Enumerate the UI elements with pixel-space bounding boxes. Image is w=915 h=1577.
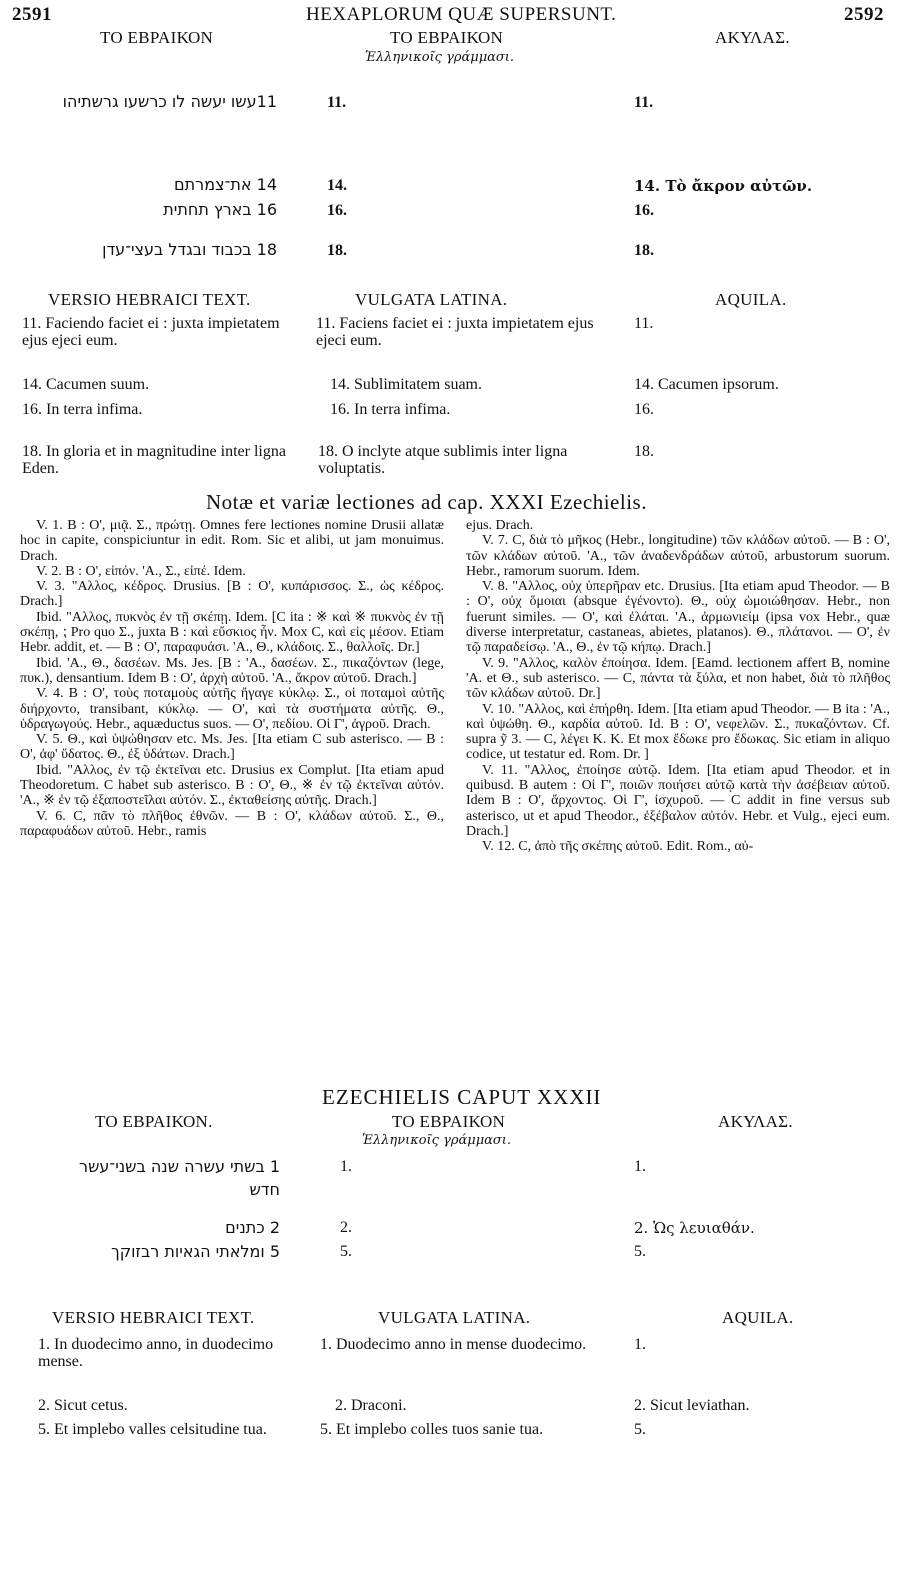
notes-column-right xyxy=(466,518,890,855)
note-paragraph: V. 7. C, διὰ τὸ μῆκος (Hebr., longitudine) τῶν κλάδων αὐτοῦ. — B : Ο', τῶν κλάδων αὐτοῦ. 'Α., τῶν ἀναδενδράδων αὐτοῦ, arbustorum suorum. Hebr., ramorum suorum. Idem. xyxy=(466,533,890,579)
col-header-hebrew: ΤΟ ΕΒΡΑΙΚΟΝ. xyxy=(95,1112,213,1131)
col-header-versio: VERSIO HEBRAICI TEXT. xyxy=(48,290,251,309)
note-paragraph: Ibid. "Αλλος, ἐν τῷ ἐκτεῖναι etc. Drusius ex Complut. [Ita etiam apud Theodoretum. C habet sub asterisco. B : Ο', Θ., ※ ἐν τῷ ἐκτεῖναι αὐτόν. 'Α., ※ ἐν τῷ ἐξαποστεῖλαι αὐτόν. Σ., ἐκταθείσης αὐτῆς. Drach.] xyxy=(20,762,444,809)
hebrew-verse-continuation: חדש xyxy=(249,1180,280,1199)
col-header-hebrew: ΤΟ ΕΒΡΑΙΚΟΝ xyxy=(100,28,214,47)
vulgata-verse: 2. Draconi. xyxy=(335,1397,407,1414)
verse-number: 16. xyxy=(327,202,347,219)
verse-number: 1. xyxy=(340,1158,352,1175)
verse-number: 1. xyxy=(634,1158,646,1175)
aquila-greek: 14. Τὸ ἄκρον αὐτῶν. xyxy=(634,177,813,195)
versio-verse: 2. Sicut cetus. xyxy=(38,1397,128,1414)
verse-number: 14. xyxy=(327,177,347,194)
vulgata-verse: 18. O inclyte atque sublimis inter ligna voluptatis. xyxy=(318,443,568,477)
versio-verse: 16. In terra infima. xyxy=(22,401,143,418)
versio-verse: 5. Et implebo valles celsitudine tua. xyxy=(38,1421,267,1438)
col-header-hebrew-greek: ΤΟ ΕΒΡΑΙΚΟΝ xyxy=(392,1112,506,1131)
note-paragraph: ejus. Drach. xyxy=(466,518,534,533)
verse-number: 2. xyxy=(340,1219,352,1236)
aquila-greek: 2. Ὡς λευιαθάν. xyxy=(634,1219,755,1237)
hebrew-verse: 16 בארץ תחתית xyxy=(163,200,277,219)
hebrew-verse: 18 בכבוד ובגדל בעצי־עדן xyxy=(102,240,277,259)
aquila-verse: 18. xyxy=(634,443,654,460)
verse-number: 18. xyxy=(327,242,347,259)
col-header-hebrew-greek: ΤΟ ΕΒΡΑΙΚΟΝ xyxy=(390,28,504,47)
verse-number: 11. xyxy=(327,94,347,111)
note-paragraph: V. 10. "Αλλος, καὶ ἐπήρθη. Idem. [Ita etiam apud Theodor. — B ita : 'Α., καὶ ὑψώθη. Θ., καρδία αὐτοῦ. Id. B : Ο', νεφελῶν. Σ., πυκαζόντων. Cf. supra ỹ 3. — C, λέγει Κ. Κ. Et mox ἔδωκε pro ἔδωκας. Sic etiam in aliquo codice, ut testatur ed. Rom. Dr. ] xyxy=(466,701,890,763)
note-paragraph: V. 2. B : Ο', εἰπόν. 'Α., Σ., εἰπέ. Idem. xyxy=(36,563,246,579)
aquila-verse: 11. xyxy=(634,315,654,332)
hebrew-verse: 14 את־צמרתם xyxy=(174,175,277,194)
note-paragraph: Ibid. "Αλλος, πυκνὸς ἐν τῇ σκέπῃ. Idem. [C ita : ※ καὶ ※ πυκνὸς ἐν τῇ σκέπῃ, ⁏ Pro quo Σ., juxta B : καὶ εὔσκιος ἦν. Mox C, καὶ εἰς μέσον. Etiam Hebr. addit, et. — B : Ο', παραφυάσι. 'Α., Θ., κλάδοις. Σ., θαλλοῖς. Dr.] xyxy=(20,609,444,656)
notes-column-left xyxy=(20,518,444,839)
col-header-aquila: ΑΚΥΛΑΣ. xyxy=(715,28,790,47)
col-subheader-greek-letters: Ἑλληνικοῖς γράμμασι. xyxy=(365,50,515,65)
note-paragraph: V. 5. Θ., καὶ ὑψώθησαν etc. Ms. Jes. [Ita etiam C sub asterisco. — B : Ο', ἀφ' ὕδατος. Θ., ἐξ ὑδάτων. Drach.] xyxy=(20,732,444,763)
vulgata-verse: 5. Et implebo colles tuos sanie tua. xyxy=(320,1421,544,1438)
hebrew-verse: 1 בשתי עשרה שנה בשני־עשר xyxy=(79,1157,280,1176)
note-paragraph: V. 12. C, ἀπὸ τῆς σκέπης αὐτοῦ. Edit. Rom., αὐ- xyxy=(482,839,754,855)
vulgata-verse: 16. In terra infima. xyxy=(330,401,451,418)
notes-title: Notæ et variæ lectiones ad cap. XXXI Ezechielis. xyxy=(206,490,647,514)
versio-verse: 18. In gloria et in magnitudine inter ligna Eden. xyxy=(22,443,286,477)
running-title: HEXAPLORUM QUÆ SUPERSUNT. xyxy=(306,4,617,25)
col-header-aquila: AQUILA. xyxy=(722,1308,794,1327)
note-paragraph: V. 4. B : Ο', τοὺς ποταμοὺς αὐτῆς ἤγαγε κύκλῳ. Σ., οἱ ποταμοὶ αὐτῆς διήρχοντο, transibant, κύκλῳ. — Ο', καὶ τὰ συστήματα αὐτῆς. Θ., ὑδραγωγούς. Hebr., aquæductus suos. — Ο', πεδίου. Οἱ Γ', ἀγροῦ. Drach. xyxy=(20,686,444,732)
verse-number: 5. xyxy=(340,1243,352,1260)
col-subheader-greek-letters: Ἑλληνικοῖς γράμμασι. xyxy=(362,1133,512,1148)
col-header-vulgata: VULGATA LATINA. xyxy=(378,1308,531,1327)
note-paragraph: V. 11. "Αλλος, ἐποίησε αὐτῷ. Idem. [Ita etiam apud Theodor. et in quibusd. B autem : Οἱ Γ', ποιῶν ποιήσει αὐτῷ κατὰ τὴν ἀσέβειαν αὐτοῦ. Idem B : Ο', ἄρχοντος. Οἱ Γ', ἰσχυροῦ. — C addit in fine versus sub asterisco, ut et apud Theodor., ἐξέβαλον αὐτόν. Hebr. et Vulg., ejeci eum. Drach.] xyxy=(466,762,890,839)
note-paragraph: V. 6. C, πᾶν τὸ πλῆθος ἐθνῶν. — B : Ο', κλάδων αὐτοῦ. Σ., Θ., παραφυάδων αὐτοῦ. Hebr., ramis xyxy=(20,808,444,839)
aquila-verse: 2. Sicut leviathan. xyxy=(634,1397,750,1414)
vulgata-verse: 11. Faciens faciet ei : juxta impietatem ejus ejeci eum. xyxy=(316,315,594,349)
hebrew-verse: 2 כתנים xyxy=(225,1218,280,1237)
note-paragraph: Ibid. 'Α., Θ., δασέων. Ms. Jes. [B : 'Α., δασέων. Σ., πικαζόντων (lege, πυκ.), densantium. Idem B : Ο', ἀρχὴ αὐτοῦ. 'Α., ἄκρον αὐτοῦ. Drach.] xyxy=(20,655,444,686)
versio-verse: 14. Cacumen suum. xyxy=(22,376,150,393)
col-header-aquila: AQUILA. xyxy=(715,290,787,309)
hebrew-verse: 11עשו יעשה לו כרשעו גרשתיהו xyxy=(62,92,277,111)
aquila-verse: 1. xyxy=(634,1336,646,1353)
aquila-verse: 16. xyxy=(634,401,654,418)
page-number-right: 2592 xyxy=(844,4,884,25)
versio-verse: 11. Faciendo faciet ei : juxta impietatem ejus ejeci eum. xyxy=(22,315,280,349)
verse-number: 18. xyxy=(634,242,654,259)
col-header-aquila: ΑΚΥΛΑΣ. xyxy=(718,1112,793,1131)
verse-number: 5. xyxy=(634,1243,646,1260)
note-paragraph: V. 9. "Αλλος, καλὸν ἐποίησα. Idem. [Eamd. lectionem affert B, nomine 'Α. et Θ., sub asterisco. — C, πάντα τὰ ξύλα, et non habet, διὰ τὸ πλῆθος τῶν κλάδων αὐτοῦ. Dr.] xyxy=(466,655,890,702)
vulgata-verse: 1. Duodecimo anno in mense duodecimo. xyxy=(320,1336,587,1353)
aquila-verse: 5. xyxy=(634,1421,646,1438)
aquila-verse: 14. Cacumen ipsorum. xyxy=(634,376,779,393)
verse-number: 16. xyxy=(634,202,654,219)
note-paragraph: V. 3. "Αλλος, κέδρος. Drusius. [B : Ο', κυπάρισσος. Σ., ὡς κέδρος. Drach.] xyxy=(20,579,444,610)
versio-verse: 1. In duodecimo anno, in duodecimo mense. xyxy=(38,1336,274,1370)
col-header-versio: VERSIO HEBRAICI TEXT. xyxy=(52,1308,255,1327)
note-paragraph: V. 8. "Αλλος, οὐχ ὑπερῆραν etc. Drusius. [Ita etiam apud Theodor. — B : Ο', οὐχ ὅμοιαι (absque ἐγένοντο). Θ., οὐχ ὡμοιώθησαν. Hebr., non fuerunt similes. — Ο', καὶ ἐλάται. 'Α., ἀρμωνιείμ (ipsa vox Hebr., quæ diverse interpretatur, castaneas, abietes, platanos). Θ., πλάτανοι. — Ο', ἐν τῷ παραδείσῳ. 'Α., Θ., ἐν τῷ κήπῳ. Drach.] xyxy=(466,579,890,656)
col-header-vulgata: VULGATA LATINA. xyxy=(355,290,508,309)
verse-number: 11. xyxy=(634,94,654,111)
vulgata-verse: 14. Sublimitatem suam. xyxy=(330,376,482,393)
hebrew-verse: 5 ומלאתי הגאיות רבזוקך xyxy=(111,1242,280,1261)
chapter-title: EZECHIELIS CAPUT XXXII xyxy=(322,1085,602,1109)
note-paragraph: V. 1. B : Ο', μιᾷ. Σ., πρώτῃ. Omnes fere lectiones nomine Drusii allatæ hoc in capite, conspiciuntur in edit. Rom. Sic et alibi, ut jam monuimus. Drach. xyxy=(20,518,444,564)
page-number-left: 2591 xyxy=(12,4,52,25)
